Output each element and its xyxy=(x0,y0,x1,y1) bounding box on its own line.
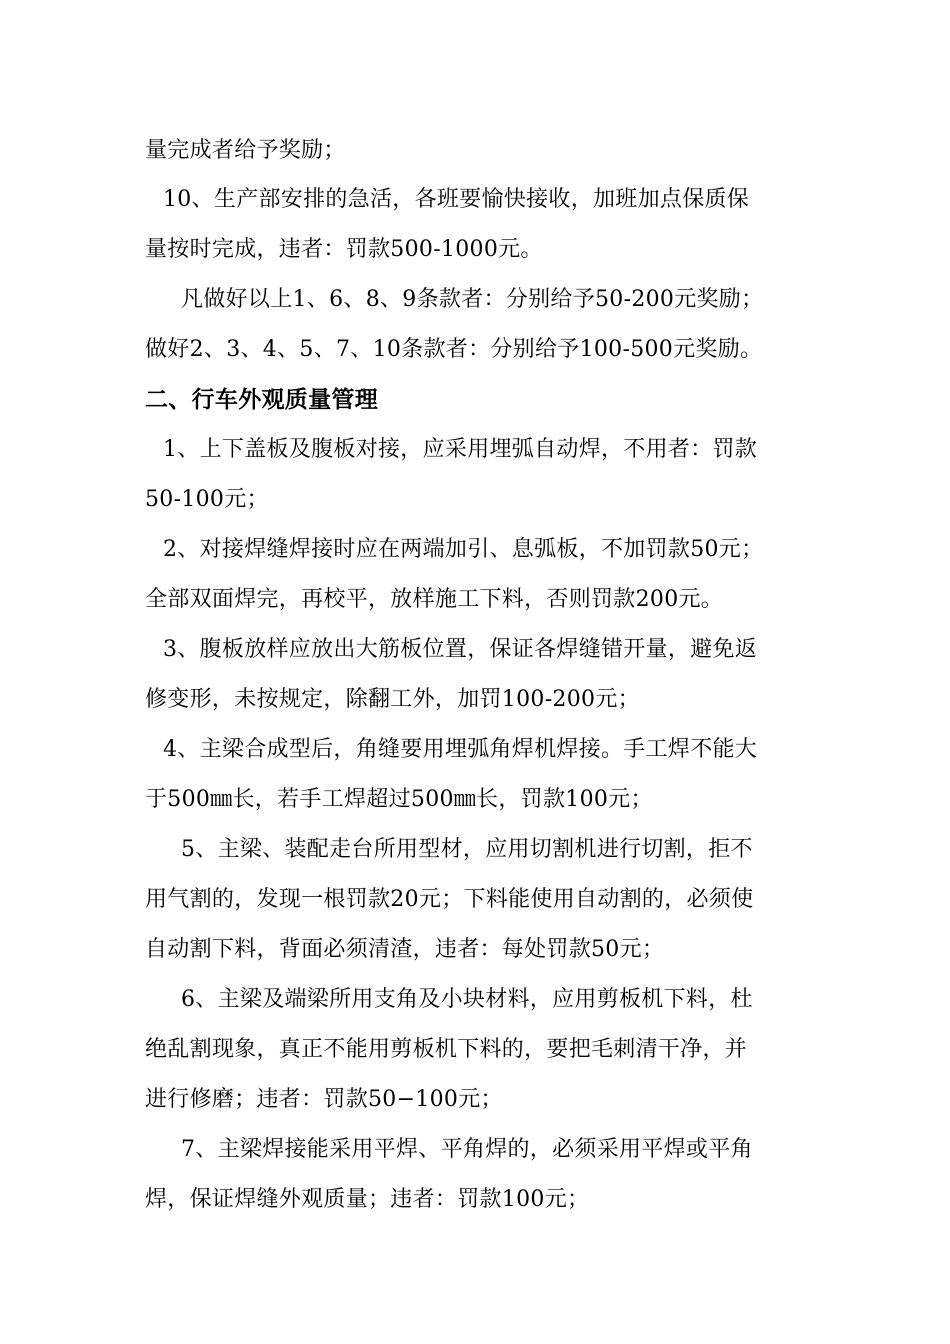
paragraph-line: 全部双面焊完，再校平，放样施工下料，否则罚款200元。 xyxy=(145,587,724,612)
paragraph-line: 5、主梁、装配走台所用型材，应用切割机进行切割，拒不 xyxy=(181,837,753,862)
paragraph-line: 焊，保证焊缝外观质量；违者：罚款100元； xyxy=(145,1187,590,1212)
paragraph-line: 量完成者给予奖励； xyxy=(145,138,346,163)
paragraph-line: 3、腹板放样应放出大筋板位置，保证各焊缝错开量，避免返 xyxy=(163,637,758,662)
paragraph-line: 用气割的，发现一根罚款20元；下料能使用自动割的，必须使 xyxy=(145,887,754,912)
paragraph-line: 7、主梁焊接能采用平焊、平角焊的，必须采用平焊或平角 xyxy=(181,1137,753,1162)
paragraph-line: 修变形，未按规定，除翻工外，加罚100-200元； xyxy=(145,687,640,712)
paragraph-line: 于500㎜长，若手工焊超过500㎜长，罚款100元； xyxy=(145,787,653,812)
paragraph-line: 做好2、3、4、5、7、10条款者：分别给予100-500元奖励。 xyxy=(145,337,763,362)
paragraph-line: 1、上下盖板及腹板对接，应采用埋弧自动焊，不用者：罚款 xyxy=(163,437,758,462)
paragraph-line: 2、对接焊缝焊接时应在两端加引、息弧板，不加罚款50元； xyxy=(163,537,764,562)
paragraph-line: 10、生产部安排的急活，各班要愉快接收，加班加点保质保 xyxy=(163,187,750,212)
paragraph-line: 进行修磨；违者：罚款50−100元； xyxy=(145,1087,503,1112)
section-heading: 二、行车外观质量管理 xyxy=(145,386,378,413)
paragraph-line: 50-100元； xyxy=(145,487,269,512)
paragraph-line: 量按时完成，违者：罚款500-1000元。 xyxy=(145,237,543,262)
paragraph-line: 4、主梁合成型后，角缝要用埋弧角焊机焊接。手工焊不能大 xyxy=(163,737,758,762)
paragraph-line: 凡做好以上1、6、8、9条款者：分别给予50-200元奖励； xyxy=(181,287,764,312)
paragraph-line: 6、主梁及端梁所用支角及小块材料，应用剪板机下料，杜 xyxy=(181,987,753,1012)
paragraph-line: 自动割下料，背面必须清渣，违者：每处罚款50元； xyxy=(145,937,665,962)
paragraph-line: 绝乱割现象，真正不能用剪板机下料的，要把毛刺清干净，并 xyxy=(145,1037,748,1062)
